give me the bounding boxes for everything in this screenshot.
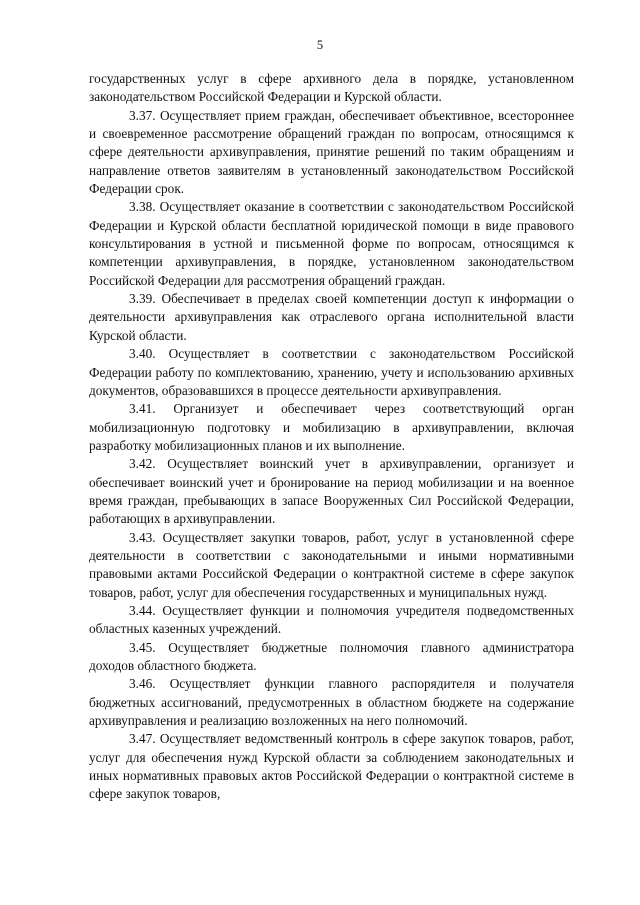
- paragraph-3-40: 3.40. Осуществляет в соответствии с законодательством Российской Федерации работу по комплектованию, хранению, учету и использованию архивных документов, образовавшихся в процессе деятельности архивуправления.: [89, 346, 574, 398]
- paragraph-3-45: 3.45. Осуществляет бюджетные полномочия главного администратора доходов областного бюджета.: [89, 639, 574, 673]
- paragraph-3-44: 3.44. Осуществляет функции и полномочия учредителя подведомственных областных казенных учреждений.: [89, 602, 574, 637]
- paragraph-3-37: 3.37. Осуществляет прием граждан, обеспечивает объективное, всестороннее и своевременное рассмотрение обращений граждан по вопросам, относящимся к сфере деятельности архивуправления, принятие решений по таким обращениям и направление ответов заявителям в установленный законодательством Российской Федерации срок.: [89, 107, 574, 197]
- document-body: [89, 70, 574, 804]
- paragraph-continuation: государственных услуг в сфере архивного дела в порядке, установленном законодательством Российской Федерации и Курской области.: [89, 71, 574, 105]
- paragraph-3-46: 3.46. Осуществляет функции главного распорядителя и получателя бюджетных ассигнований, предусмотренных в областном бюджете на содержание архивуправления и реализацию возложенных на него полномочий.: [89, 676, 574, 729]
- paragraph-3-47: 3.47. Осуществляет ведомственный контроль в сфере закупок товаров, работ, услуг для обеспечения нужд Курской области за соблюдением законодательных и иных нормативных правовых актов Российской Федерации о контрактной системе в сфере закупок товаров,: [89, 731, 574, 802]
- page-number: 5: [316, 38, 324, 52]
- paragraph-3-38: 3.38. Осуществляет оказание в соответствии с законодательством Российской Федерации и Курской области бесплатной юридической помощи в виде правового консультирования в устной и письменной форме по вопросам, относящимся к компетенции архивуправления, в порядке, установленном законодательством Российской Федерации для рассмотрения обращений граждан.: [89, 199, 574, 288]
- paragraph-3-43: 3.43. Осуществляет закупки товаров, работ, услуг в установленной сфере деятельности в соответствии с законодательными и иными нормативными правовыми актами Российской Федерации о контрактной системе в сфере закупок товаров, работ, услуг для обеспечения государственных и муниципальных нужд.: [89, 529, 574, 600]
- paragraph-3-39: 3.39. Обеспечивает в пределах своей компетенции доступ к информации о деятельности архивуправления как отраслевого органа исполнительной власти Курской области.: [89, 291, 574, 343]
- paragraph-3-41: 3.41. Организует и обеспечивает через соответствующий орган мобилизационную подготовку и мобилизацию в архивуправлении, включая разработку мобилизационных планов и их выполнение.: [89, 401, 574, 453]
- paragraph-3-42: 3.42. Осуществляет воинский учет в архивуправлении, организует и обеспечивает воинский учет и бронирование на период мобилизации и на военное время граждан, пребывающих в запасе Вооруженных Сил Российской Федерации, работающих в архивуправлении.: [89, 456, 574, 527]
